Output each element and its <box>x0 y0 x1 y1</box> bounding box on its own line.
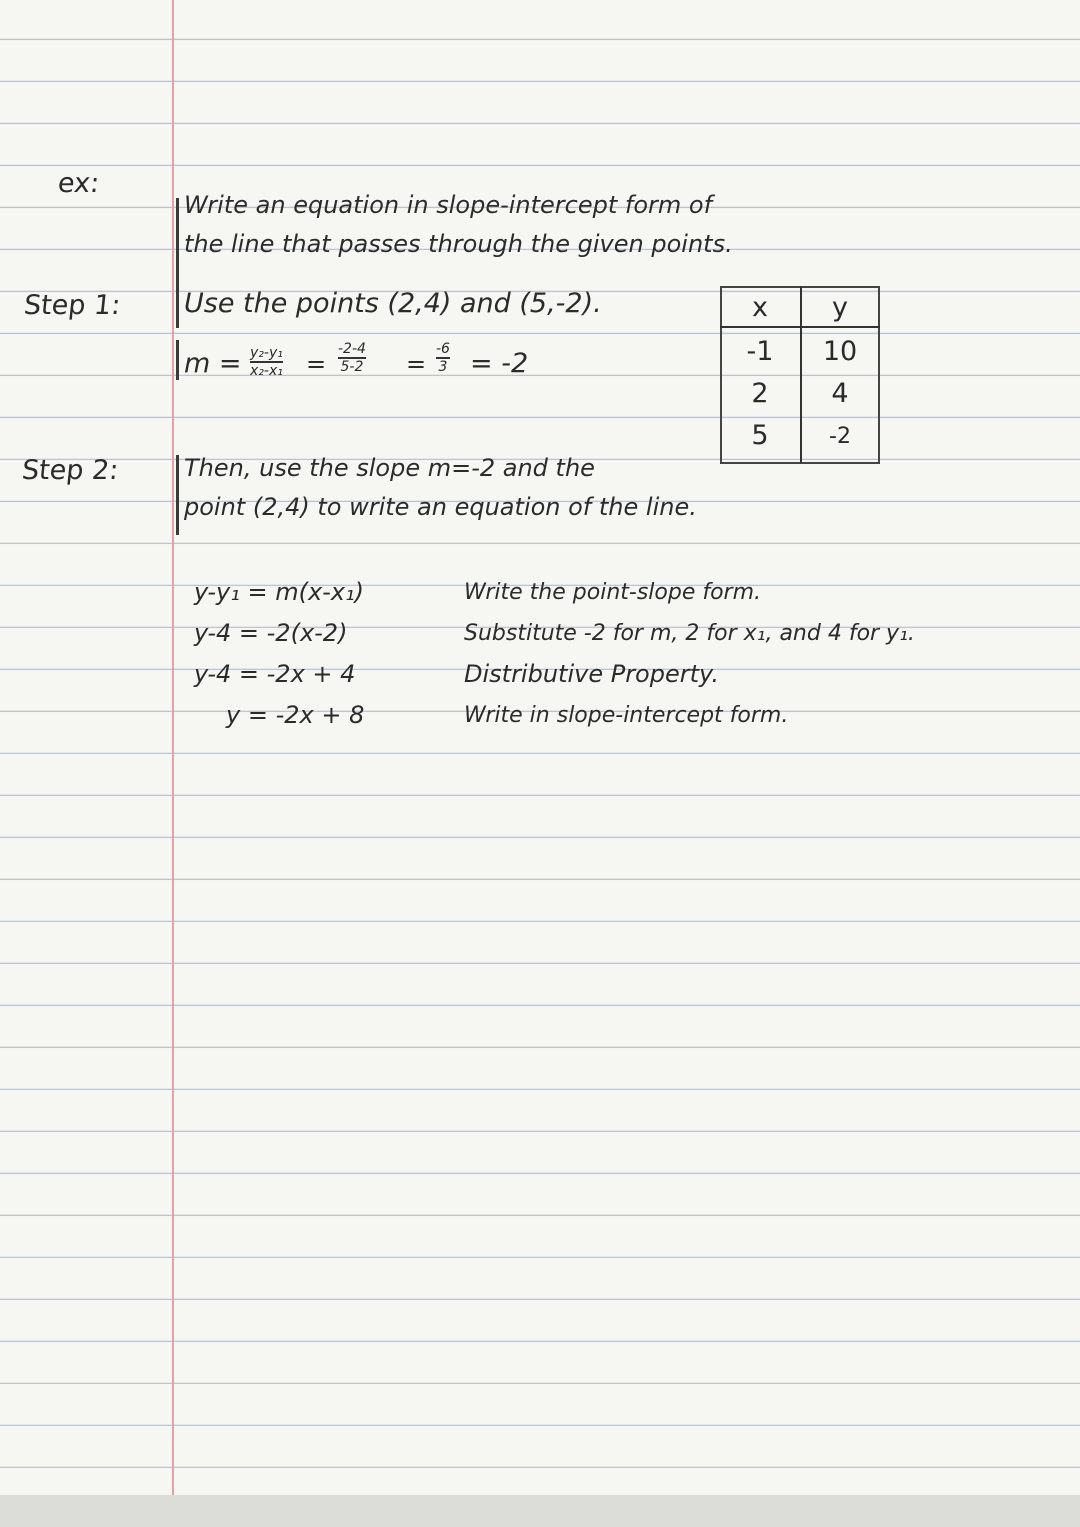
problem-bracket <box>176 198 179 328</box>
substitution-denominator: 5-2 <box>340 358 364 375</box>
xy-table <box>720 286 880 463</box>
equals-sign: = <box>306 350 327 378</box>
step2-bracket <box>176 455 179 535</box>
step1-label: Step 1: <box>22 290 122 321</box>
work-equation-3: y-4 = -2x + 4 <box>194 660 356 688</box>
step1-instruction: Use the points (2,4) and (5,-2). <box>184 288 602 319</box>
slope-formula <box>250 346 283 378</box>
slope-simplified <box>436 342 450 374</box>
table-header-x: x <box>752 292 768 323</box>
work-equation-1: y-y₁ = m(x-x₁) <box>194 578 364 606</box>
table-cell: 5 <box>751 420 769 451</box>
work-note-3: Distributive Property. <box>464 660 719 688</box>
margin-line <box>172 0 174 1527</box>
problem-line-2: the line that passes through the given points. <box>184 230 733 258</box>
example-label: ex: <box>56 168 101 199</box>
step2-label: Step 2: <box>20 455 120 486</box>
work-note-1: Write the point-slope form. <box>464 580 762 605</box>
work-note-2: Substitute -2 for m, 2 for x₁, and 4 for y₁. <box>464 621 915 646</box>
equals-sign: = <box>406 350 427 378</box>
work-equation-2: y-4 = -2(x-2) <box>194 619 348 647</box>
slope-m-label: m = <box>184 348 242 379</box>
simplified-denominator: 3 <box>438 358 448 375</box>
page-bottom-edge <box>0 1495 1080 1527</box>
table-cell: 10 <box>822 336 858 367</box>
table-cell: 2 <box>751 378 769 409</box>
table-cell: -2 <box>829 424 851 449</box>
slope-substitution <box>338 342 366 374</box>
slope-formula-numerator: y₂-y₁ <box>250 345 283 361</box>
substitution-numerator: -2-4 <box>338 341 366 357</box>
slope-bracket <box>176 340 179 380</box>
table-header-rule <box>720 326 880 328</box>
table-cell: -1 <box>746 336 774 367</box>
table-header-y: y <box>832 292 848 323</box>
table-cell: 4 <box>831 378 849 409</box>
work-equation-4: y = -2x + 8 <box>226 701 365 729</box>
slope-formula-denominator: x₂-x₁ <box>250 362 283 379</box>
step2-line-2: point (2,4) to write an equation of the line. <box>184 493 697 521</box>
step2-line-1: Then, use the slope m=-2 and the <box>184 454 595 482</box>
slope-result: = -2 <box>470 348 529 379</box>
simplified-numerator: -6 <box>436 341 450 357</box>
work-note-4: Write in slope-intercept form. <box>464 703 789 728</box>
problem-line-1: Write an equation in slope-intercept form of <box>184 191 713 219</box>
